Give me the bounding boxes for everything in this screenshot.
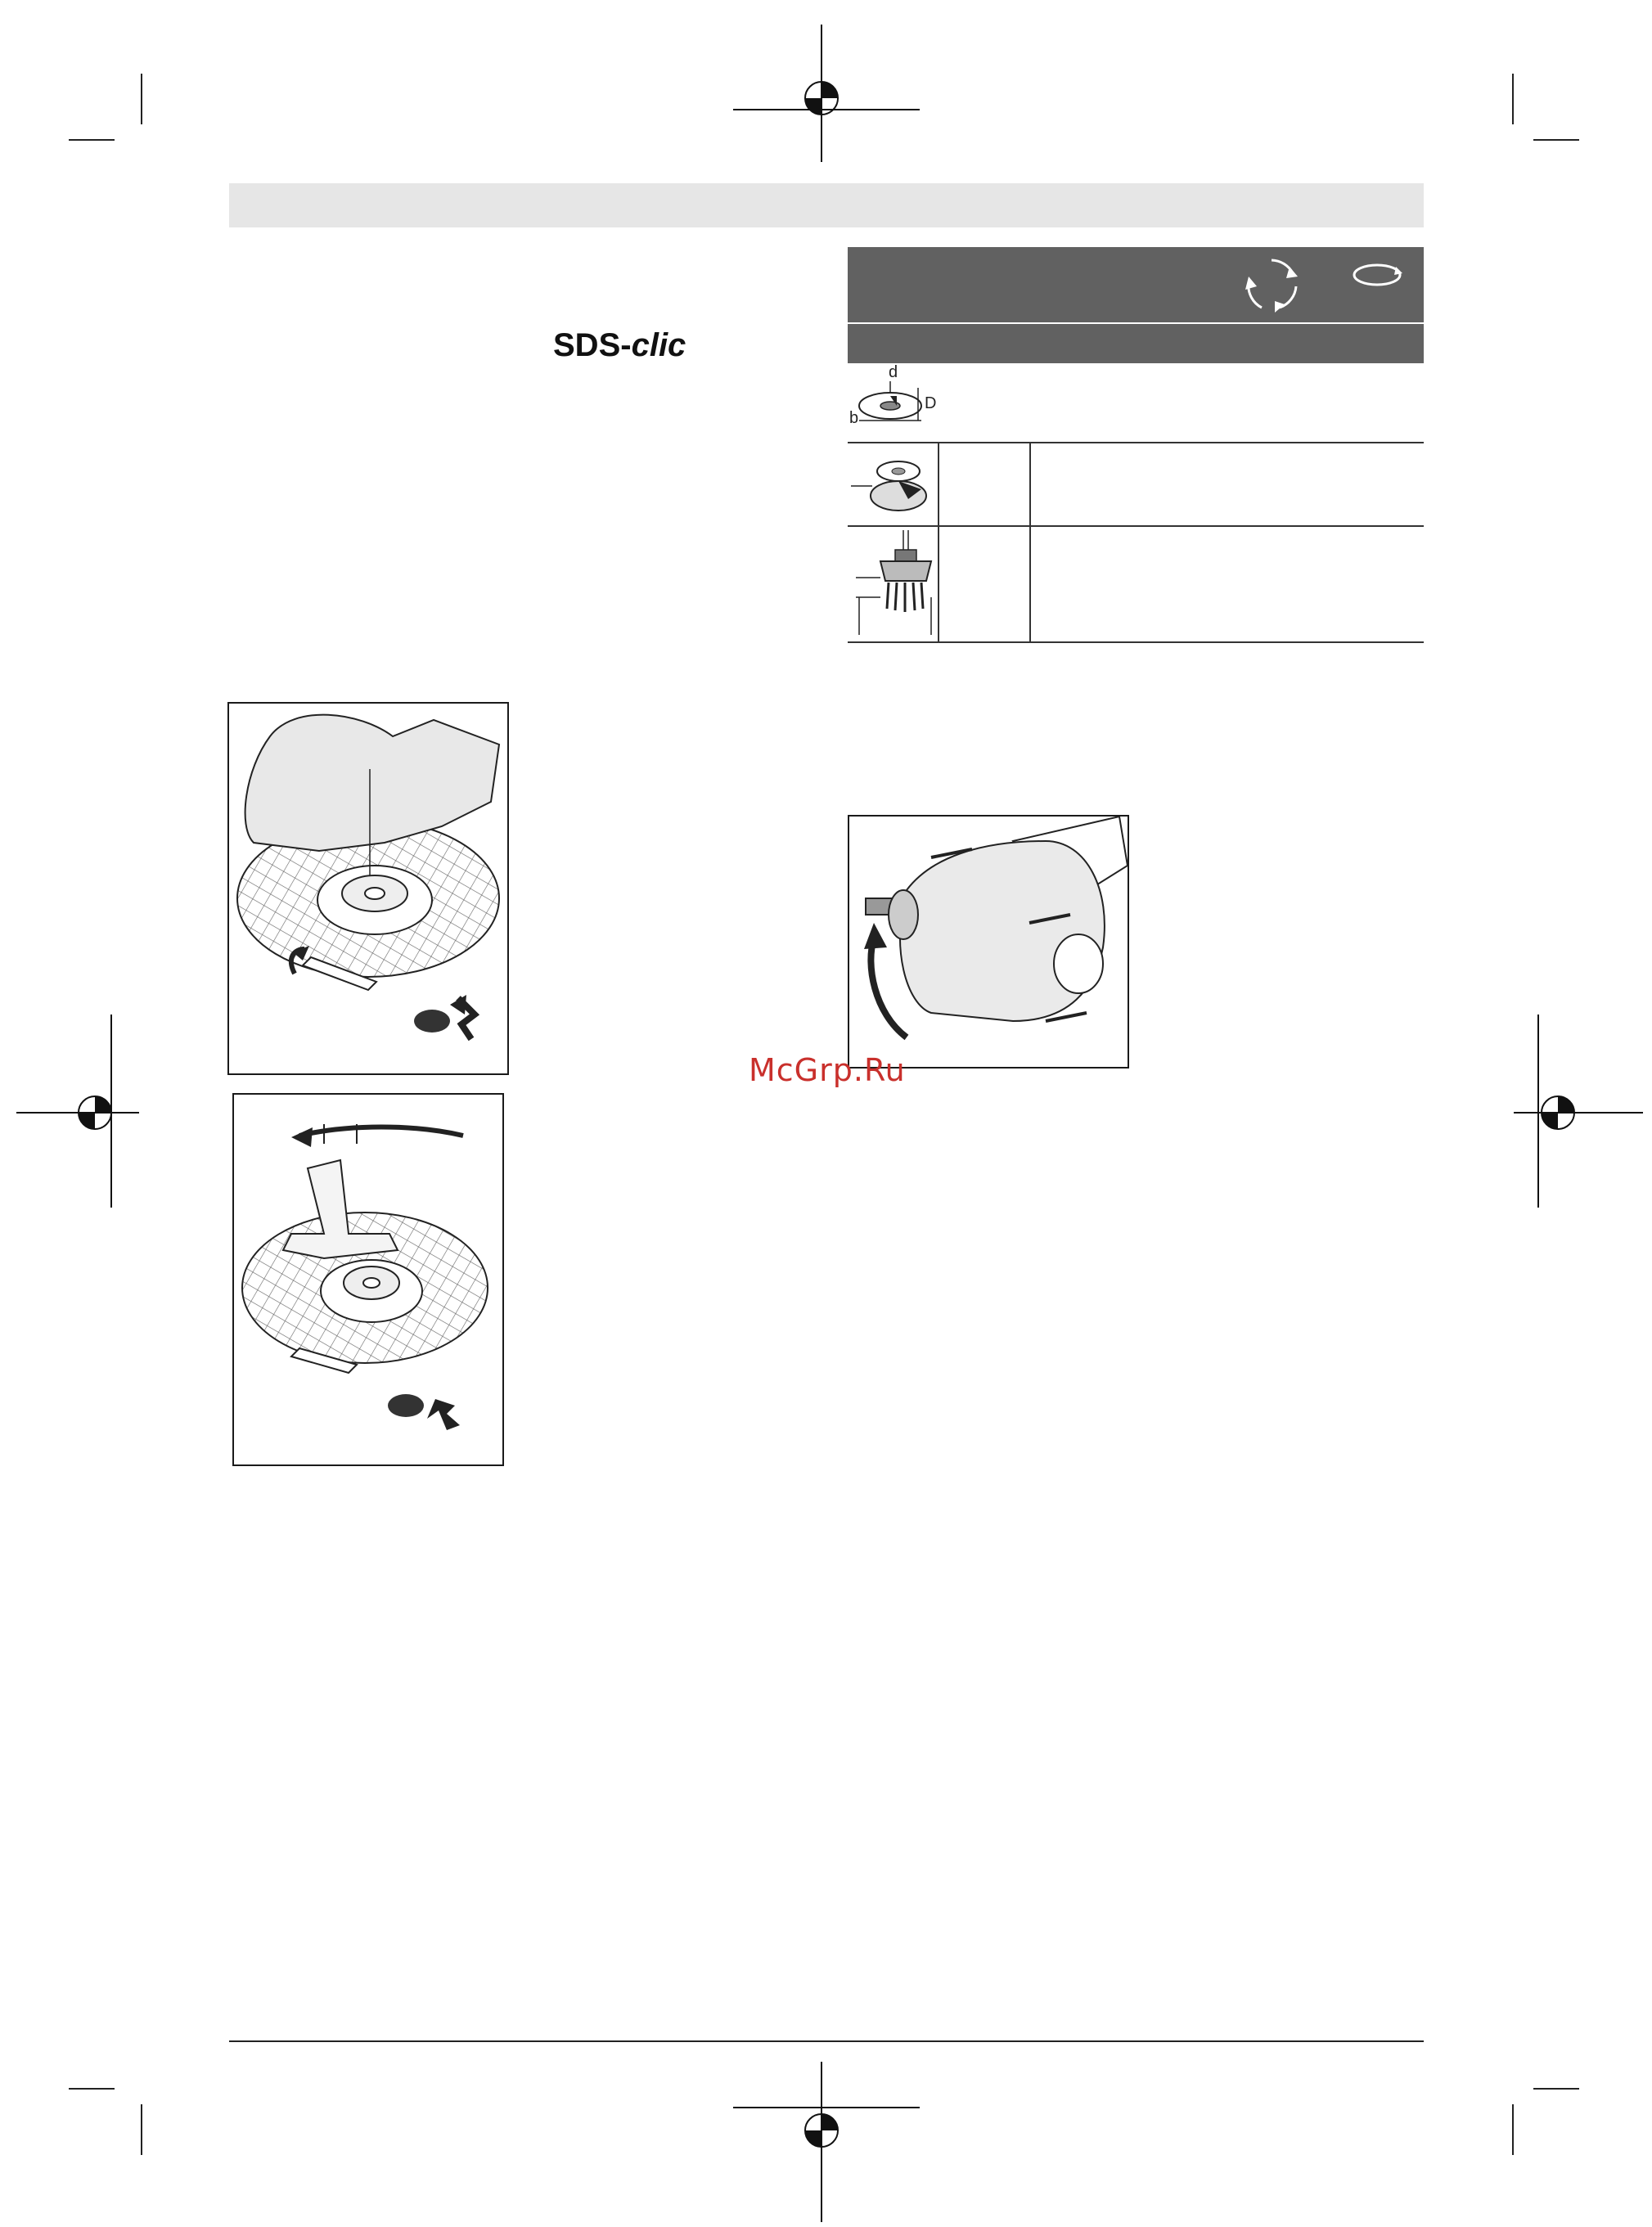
figure-gear-head-rotation xyxy=(848,815,1129,1069)
rotation-direction-icon xyxy=(1348,259,1406,291)
angle-grinder-disc-illustration xyxy=(229,704,507,1073)
registration-mark-left xyxy=(16,1015,147,1211)
table-header xyxy=(848,247,1424,322)
recycle-rotation-icon xyxy=(1239,252,1304,317)
figure-two-pin-spanner xyxy=(232,1093,504,1466)
disc-label-d: d xyxy=(889,363,898,381)
gear-head-illustration xyxy=(849,817,1128,1067)
registration-mark-bottom xyxy=(728,2062,925,2225)
footer-rule xyxy=(229,2040,1424,2042)
watermark-text: McGrp.Ru xyxy=(749,1052,906,1088)
disc-label-b: b xyxy=(849,409,859,427)
table-column-divider xyxy=(1029,442,1031,641)
registration-mark-top xyxy=(728,25,925,172)
table-row-divider xyxy=(848,525,1424,527)
sds-clic-logo xyxy=(553,327,686,364)
two-pin-spanner-illustration xyxy=(234,1095,502,1464)
sds-clic-suffix: clic xyxy=(631,327,686,363)
cup-brush-icon xyxy=(848,530,938,641)
table-column-divider xyxy=(938,442,939,641)
page-header-band xyxy=(229,183,1424,227)
figure-hand-clamping-nut xyxy=(227,702,509,1075)
registration-mark-right xyxy=(1506,1015,1645,1211)
sds-clic-prefix: SDS- xyxy=(553,327,632,363)
table-row-divider xyxy=(848,442,1424,443)
table-row-divider xyxy=(848,641,1424,643)
disc-label-D: D xyxy=(925,394,937,412)
table-subheader xyxy=(848,324,1424,363)
flap-disc-icon xyxy=(848,447,938,522)
